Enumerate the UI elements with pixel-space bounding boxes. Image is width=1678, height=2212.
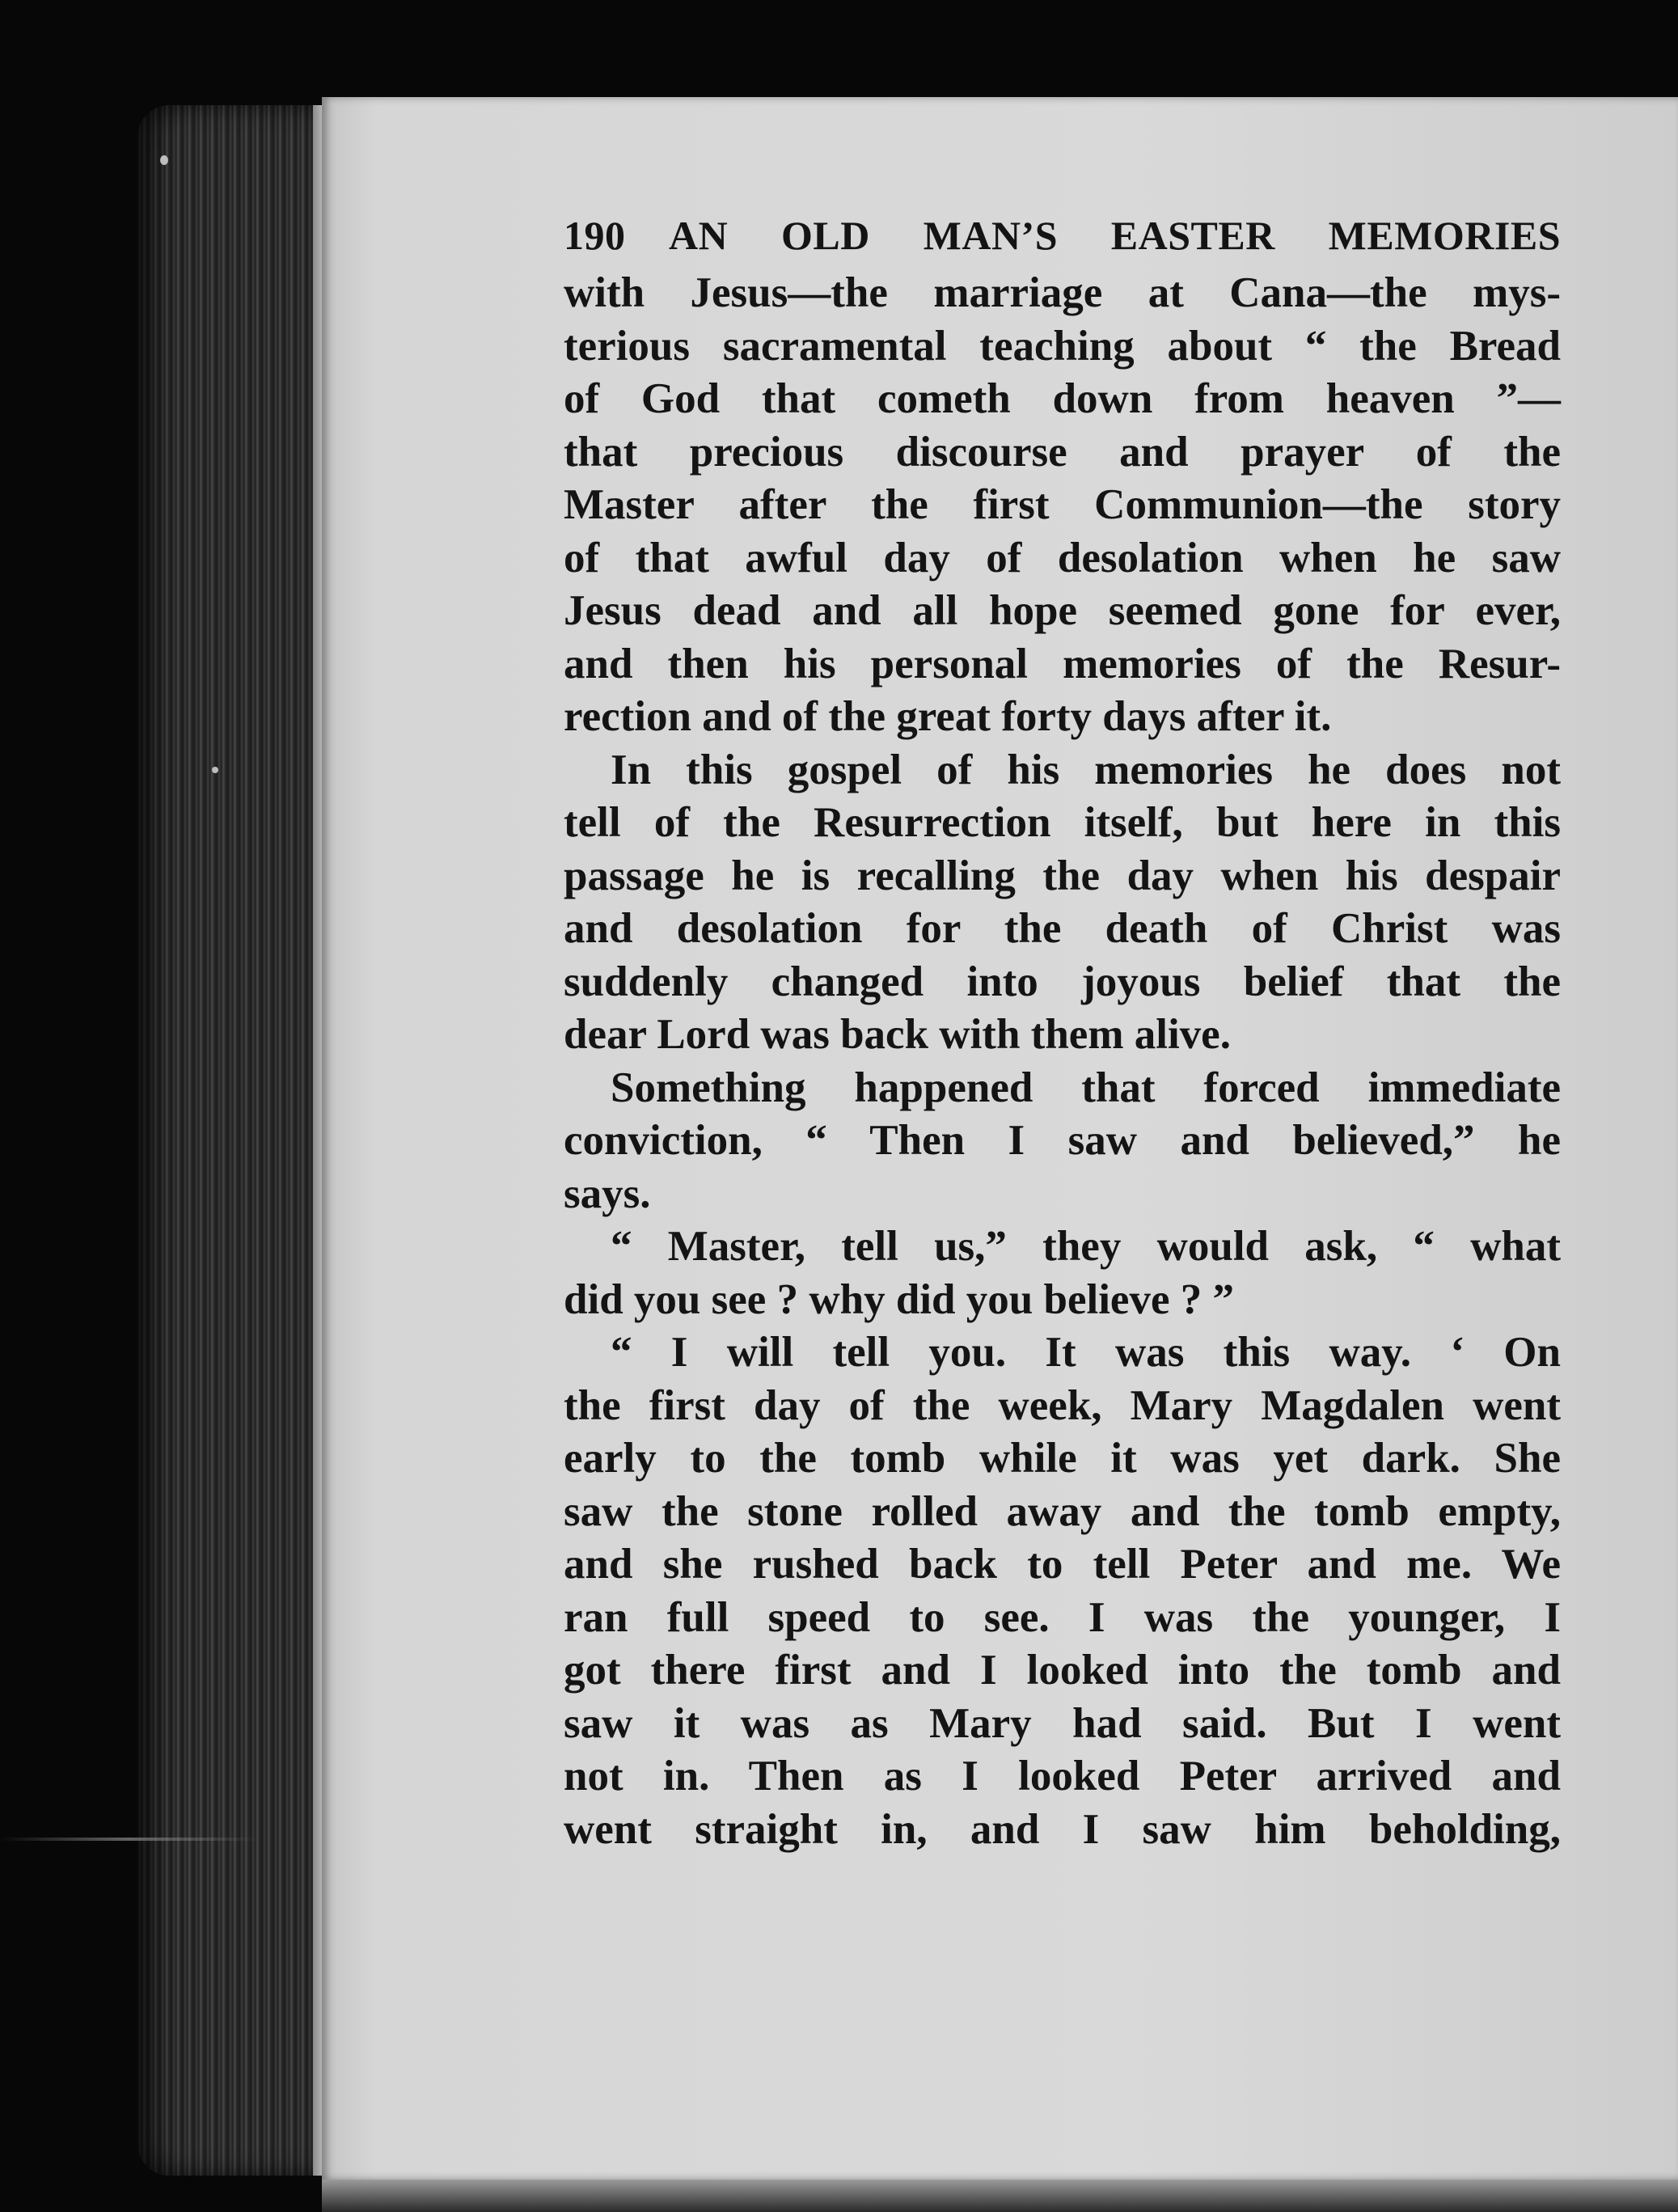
paragraph-first-line: In this gospel of his memories he does not bbox=[611, 746, 1561, 793]
text-line: and desolation for the death of Christ was bbox=[564, 905, 1561, 952]
text-line: ran full speed to see. I was the younger, I bbox=[564, 1593, 1561, 1641]
text-line: early to the tomb while it was yet dark. She bbox=[564, 1435, 1561, 1482]
page-text-block bbox=[564, 212, 1561, 1856]
text-line: not in. Then as I looked Peter arrived and bbox=[564, 1753, 1561, 1800]
scan-speck bbox=[160, 155, 168, 165]
text-line: suddenly changed into joyous belief that the bbox=[564, 958, 1561, 1005]
running-title: AN OLD MAN’S EASTER MEMORIES bbox=[669, 213, 1561, 258]
text-line: saw the stone rolled away and the tomb empty, bbox=[564, 1487, 1561, 1535]
paragraph-first-line: Something happened that forced immediate bbox=[611, 1064, 1561, 1111]
paragraph-first-line: “ Master, tell us,” they would ask, “ what bbox=[611, 1223, 1561, 1270]
text-line: tell of the Resurrection itself, but here in this bbox=[564, 799, 1561, 846]
text-line: passage he is recalling the day when his despair bbox=[564, 852, 1561, 899]
page-bottom-edge bbox=[322, 2180, 1678, 2212]
text-line: conviction, “ Then I saw and believed,” he bbox=[564, 1117, 1561, 1164]
text-line: of that awful day of desolation when he saw bbox=[564, 534, 1561, 582]
text-line: Master after the first Communion—the story bbox=[564, 481, 1561, 528]
text-line: says. bbox=[564, 1169, 651, 1217]
text-line: saw it was as Mary had said. But I went bbox=[564, 1699, 1561, 1747]
scan-speck bbox=[212, 767, 218, 773]
text-line: got there first and I looked into the tomb and bbox=[564, 1647, 1561, 1694]
text-line: with Jesus—the marriage at Cana—the mys- bbox=[564, 269, 1561, 316]
text-line: that precious discourse and prayer of the bbox=[564, 428, 1561, 476]
text-line: terious sacramental teaching about “ the Bread bbox=[564, 322, 1561, 370]
text-line: and then his personal memories of the Resur- bbox=[564, 640, 1561, 687]
text-line: rection and of the great forty days after it. bbox=[564, 693, 1332, 740]
text-line: and she rushed back to tell Peter and me. We bbox=[564, 1541, 1561, 1588]
scan-streak bbox=[0, 1838, 259, 1841]
paragraph-first-line: “ I will tell you. It was this way. ‘ On bbox=[611, 1329, 1561, 1376]
running-head bbox=[564, 212, 1561, 264]
text-line: the first day of the week, Mary Magdalen went bbox=[564, 1381, 1561, 1429]
text-line: dear Lord was back with them alive. bbox=[564, 1011, 1231, 1058]
text-line: went straight in, and I saw him beholding, bbox=[564, 1805, 1561, 1853]
text-line: of God that cometh down from heaven ”— bbox=[564, 375, 1561, 422]
text-line: did you see ? why did you believe ? ” bbox=[564, 1275, 1234, 1323]
book-page-edges bbox=[137, 105, 328, 2176]
text-line: Jesus dead and all hope seemed gone for ever, bbox=[564, 587, 1561, 634]
page-number: 190 bbox=[564, 213, 626, 258]
